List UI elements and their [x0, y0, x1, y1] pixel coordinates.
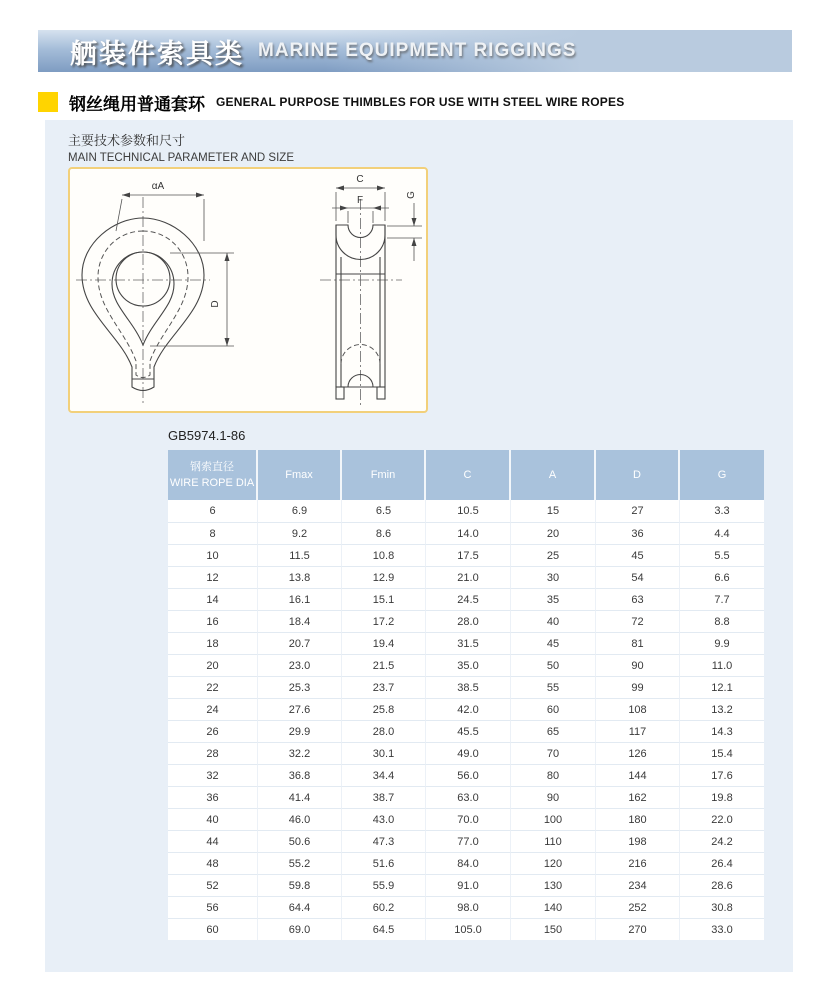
size-table [168, 450, 764, 940]
table-cell: 24.5 [426, 588, 511, 610]
table-row [168, 742, 764, 764]
table-cell: 10.5 [426, 500, 511, 522]
dim-label-d: D [210, 300, 221, 308]
table-cell: 140 [511, 896, 596, 918]
table-cell: 64.4 [258, 896, 342, 918]
table-cell: 120 [511, 852, 596, 874]
table-cell: 99 [596, 676, 680, 698]
table-cell: 32.2 [258, 742, 342, 764]
table-cell: 21.0 [426, 566, 511, 588]
table-cell: 144 [596, 764, 680, 786]
table-cell: 44 [168, 830, 258, 852]
table-cell: 50.6 [258, 830, 342, 852]
table-cell: 21.5 [342, 654, 426, 676]
table-cell: 48 [168, 852, 258, 874]
table-cell: 14 [168, 588, 258, 610]
table-row [168, 544, 764, 566]
table-cell: 150 [511, 918, 596, 940]
table-cell: 63.0 [426, 786, 511, 808]
table-cell: 98.0 [426, 896, 511, 918]
table-cell: 70 [511, 742, 596, 764]
table-cell: 41.4 [258, 786, 342, 808]
banner-title-en: MARINE EQUIPMENT RIGGINGS [258, 40, 577, 61]
page-banner [38, 30, 792, 72]
table-cell: 22.0 [680, 808, 764, 830]
table-cell: 6 [168, 500, 258, 522]
thimble-drawing [70, 169, 426, 411]
table-row [168, 918, 764, 940]
table-cell: 108 [596, 698, 680, 720]
table-row [168, 698, 764, 720]
table-row [168, 852, 764, 874]
table-cell: 6.6 [680, 566, 764, 588]
table-cell: 18.4 [258, 610, 342, 632]
table-cell: 117 [596, 720, 680, 742]
table-cell: 90 [596, 654, 680, 676]
table-cell: 43.0 [342, 808, 426, 830]
table-cell: 26.4 [680, 852, 764, 874]
table-cell: 10 [168, 544, 258, 566]
table-cell: 20.7 [258, 632, 342, 654]
table-cell: 35.0 [426, 654, 511, 676]
table-cell: 36 [596, 522, 680, 544]
column-header-wire-rope-dia [168, 450, 258, 500]
table-cell: 30 [511, 566, 596, 588]
table-cell: 45 [511, 632, 596, 654]
table-cell: 24 [168, 698, 258, 720]
table-cell: 10.8 [342, 544, 426, 566]
table-cell: 46.0 [258, 808, 342, 830]
table-cell: 5.5 [680, 544, 764, 566]
section-title-en: GENERAL PURPOSE THIMBLES FOR USE WITH STEEL WIRE ROPES [216, 95, 625, 109]
table-cell: 17.5 [426, 544, 511, 566]
table-header-row [168, 450, 764, 500]
table-cell: 28.0 [342, 720, 426, 742]
table-row [168, 588, 764, 610]
column-header: D [596, 450, 680, 500]
table-cell: 13.8 [258, 566, 342, 588]
table-cell: 40 [168, 808, 258, 830]
table-cell: 9.2 [258, 522, 342, 544]
table-row [168, 632, 764, 654]
table-cell: 56 [168, 896, 258, 918]
table-cell: 180 [596, 808, 680, 830]
table-cell: 100 [511, 808, 596, 830]
table-cell: 15.4 [680, 742, 764, 764]
table-cell: 7.7 [680, 588, 764, 610]
table-cell: 234 [596, 874, 680, 896]
params-heading-zh: 主要技术参数和尺寸 [68, 133, 186, 148]
table-cell: 8 [168, 522, 258, 544]
table-cell: 38.7 [342, 786, 426, 808]
table-cell: 33.0 [680, 918, 764, 940]
table-cell: 126 [596, 742, 680, 764]
table-cell: 11.5 [258, 544, 342, 566]
table-row [168, 896, 764, 918]
table-row [168, 808, 764, 830]
column-header: Fmin [342, 450, 426, 500]
table-cell: 36 [168, 786, 258, 808]
table-cell: 42.0 [426, 698, 511, 720]
table-cell: 32 [168, 764, 258, 786]
table-cell: 252 [596, 896, 680, 918]
yellow-bullet-icon [38, 92, 58, 112]
table-row [168, 720, 764, 742]
table-cell: 15 [511, 500, 596, 522]
table-cell: 91.0 [426, 874, 511, 896]
table-cell: 25.8 [342, 698, 426, 720]
technical-drawing-box [68, 167, 428, 413]
table-cell: 105.0 [426, 918, 511, 940]
table-cell: 18 [168, 632, 258, 654]
table-cell: 59.8 [258, 874, 342, 896]
table-cell: 12.9 [342, 566, 426, 588]
column-header: C [426, 450, 511, 500]
table-cell: 23.7 [342, 676, 426, 698]
params-heading-en: MAIN TECHNICAL PARAMETER AND SIZE [68, 152, 294, 164]
params-heading [68, 130, 294, 164]
table-cell: 70.0 [426, 808, 511, 830]
table-cell: 16.1 [258, 588, 342, 610]
table-cell: 14.3 [680, 720, 764, 742]
table-cell: 52 [168, 874, 258, 896]
table-cell: 47.3 [342, 830, 426, 852]
table-cell: 27 [596, 500, 680, 522]
table-row [168, 830, 764, 852]
table-cell: 17.6 [680, 764, 764, 786]
table-cell: 6.5 [342, 500, 426, 522]
table-cell: 77.0 [426, 830, 511, 852]
table-cell: 63 [596, 588, 680, 610]
dim-label-c: C [356, 174, 364, 185]
content-panel [45, 120, 793, 972]
table-cell: 20 [168, 654, 258, 676]
table-row [168, 566, 764, 588]
table-cell: 3.3 [680, 500, 764, 522]
table-cell: 50 [511, 654, 596, 676]
table-cell: 11.0 [680, 654, 764, 676]
table-cell: 4.4 [680, 522, 764, 544]
table-cell: 12.1 [680, 676, 764, 698]
table-cell: 12 [168, 566, 258, 588]
column-header: A [511, 450, 596, 500]
table-cell: 28.0 [426, 610, 511, 632]
column-header: G [680, 450, 764, 500]
table-row [168, 500, 764, 522]
table-cell: 9.9 [680, 632, 764, 654]
table-cell: 14.0 [426, 522, 511, 544]
table-cell: 54 [596, 566, 680, 588]
table-cell: 60 [168, 918, 258, 940]
column-header: Fmax [258, 450, 342, 500]
dim-label-f: F [356, 195, 364, 206]
table-cell: 19.8 [680, 786, 764, 808]
banner-title-zh: 舾装件索具类 [70, 38, 244, 69]
table-cell: 51.6 [342, 852, 426, 874]
table-cell: 45.5 [426, 720, 511, 742]
dim-label-alpha-a: αA [151, 181, 165, 192]
table-row [168, 522, 764, 544]
table-cell: 28.6 [680, 874, 764, 896]
table-cell: 56.0 [426, 764, 511, 786]
table-row [168, 610, 764, 632]
table-row [168, 654, 764, 676]
table-cell: 90 [511, 786, 596, 808]
table-cell: 25 [511, 544, 596, 566]
table-cell: 80 [511, 764, 596, 786]
table-cell: 25.3 [258, 676, 342, 698]
table-cell: 38.5 [426, 676, 511, 698]
table-cell: 27.6 [258, 698, 342, 720]
table-cell: 15.1 [342, 588, 426, 610]
section-heading [38, 90, 624, 114]
table-cell: 55.2 [258, 852, 342, 874]
table-cell: 20 [511, 522, 596, 544]
table-cell: 49.0 [426, 742, 511, 764]
table-row [168, 764, 764, 786]
table-cell: 81 [596, 632, 680, 654]
table-cell: 216 [596, 852, 680, 874]
table-cell: 55.9 [342, 874, 426, 896]
table-cell: 22 [168, 676, 258, 698]
table-cell: 30.1 [342, 742, 426, 764]
table-cell: 40 [511, 610, 596, 632]
standard-code: GB5974.1-86 [168, 428, 246, 443]
table-cell: 60.2 [342, 896, 426, 918]
table-cell: 8.8 [680, 610, 764, 632]
table-cell: 65 [511, 720, 596, 742]
table-cell: 6.9 [258, 500, 342, 522]
section-title-zh: 钢丝绳用普通套环 [69, 94, 205, 114]
table-cell: 35 [511, 588, 596, 610]
table-cell: 45 [596, 544, 680, 566]
table-cell: 19.4 [342, 632, 426, 654]
table-cell: 130 [511, 874, 596, 896]
table-cell: 16 [168, 610, 258, 632]
table-cell: 162 [596, 786, 680, 808]
table-cell: 55 [511, 676, 596, 698]
table-cell: 29.9 [258, 720, 342, 742]
table-cell: 31.5 [426, 632, 511, 654]
table-cell: 36.8 [258, 764, 342, 786]
table-cell: 84.0 [426, 852, 511, 874]
table-cell: 270 [596, 918, 680, 940]
table-cell: 13.2 [680, 698, 764, 720]
table-cell: 26 [168, 720, 258, 742]
table-row [168, 676, 764, 698]
dim-label-g: G [406, 191, 417, 199]
table-cell: 30.8 [680, 896, 764, 918]
column-header-en: WIRE ROPE DIA [169, 477, 255, 489]
column-header-zh: 钢索直径 [190, 460, 234, 473]
table-cell: 28 [168, 742, 258, 764]
table-cell: 110 [511, 830, 596, 852]
table-cell: 17.2 [342, 610, 426, 632]
table-cell: 34.4 [342, 764, 426, 786]
table-cell: 60 [511, 698, 596, 720]
table-cell: 64.5 [342, 918, 426, 940]
table-cell: 23.0 [258, 654, 342, 676]
table-cell: 69.0 [258, 918, 342, 940]
table-cell: 8.6 [342, 522, 426, 544]
table-cell: 198 [596, 830, 680, 852]
table-cell: 24.2 [680, 830, 764, 852]
table-row [168, 786, 764, 808]
table-cell: 72 [596, 610, 680, 632]
table-body [168, 500, 764, 940]
table-row [168, 874, 764, 896]
